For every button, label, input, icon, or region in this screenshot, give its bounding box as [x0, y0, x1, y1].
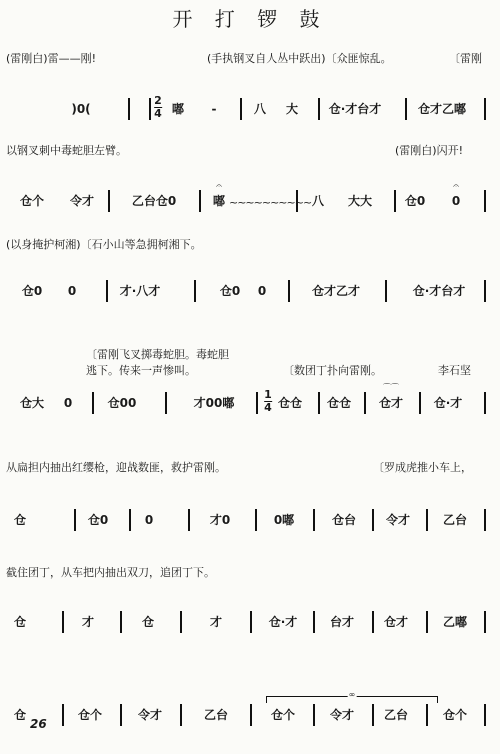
percussion-syllable: 八	[311, 194, 325, 208]
percussion-syllable: 仓个	[77, 708, 103, 722]
percussion-syllable: 八	[253, 102, 267, 116]
stage-direction: 〔罗成虎推小车上，	[373, 461, 472, 474]
notation-row	[0, 509, 500, 531]
percussion-syllable: 大	[285, 102, 299, 116]
time-signature	[154, 95, 162, 120]
bar-line	[180, 704, 182, 726]
bar-line	[372, 611, 374, 633]
percussion-syllable: 仓	[13, 615, 27, 629]
bar-line	[256, 392, 258, 414]
percussion-syllable: 嘟	[212, 194, 226, 208]
percussion-syllable: 仓	[13, 708, 27, 722]
time-signature	[264, 389, 272, 414]
percussion-syllable: 嘟	[171, 102, 185, 116]
page-number: 26	[30, 717, 47, 731]
repeat-bracket-icon: ∞	[266, 696, 438, 703]
bar-line	[372, 704, 374, 726]
bar-line	[484, 280, 486, 302]
bar-line	[149, 98, 151, 120]
bar-line	[484, 190, 486, 212]
percussion-syllable: 仓0	[21, 284, 43, 298]
bar-line	[128, 98, 130, 120]
time-signature-denominator: 4	[154, 107, 162, 120]
percussion-syllable: 仓仓	[326, 396, 352, 410]
bar-line	[364, 392, 366, 414]
percussion-syllable: 仓才乙才	[311, 284, 361, 298]
percussion-syllable: 仓·才	[433, 396, 463, 410]
bar-line	[313, 704, 315, 726]
bar-line	[484, 392, 486, 414]
percussion-syllable: 仓·才台才	[412, 284, 466, 298]
percussion-syllable: 乙台	[203, 708, 229, 722]
percussion-syllable: 仓才	[383, 615, 409, 629]
fermata-icon: 𝄐	[216, 181, 222, 192]
percussion-syllable: 仓0	[219, 284, 241, 298]
percussion-syllable: 仓0	[404, 194, 426, 208]
bar-line	[313, 611, 315, 633]
percussion-syllable: 才	[81, 615, 95, 629]
percussion-syllable: 仓才	[378, 396, 404, 410]
percussion-syllable: 令才	[329, 708, 355, 722]
percussion-syllable: -	[211, 102, 217, 116]
bar-line	[120, 704, 122, 726]
stage-direction: 〔数团丁扑向雷刚。	[283, 364, 382, 377]
bar-line	[62, 704, 64, 726]
bar-line	[394, 190, 396, 212]
bar-line	[250, 611, 252, 633]
percussion-syllable: 0	[451, 194, 461, 208]
score-section-1	[0, 44, 500, 144]
percussion-syllable: 仓0	[87, 513, 109, 527]
percussion-syllable: 仓仓	[277, 396, 303, 410]
percussion-syllable: 仓个	[19, 194, 45, 208]
percussion-syllable: 仓大	[19, 396, 45, 410]
percussion-syllable: 仓	[141, 615, 155, 629]
bar-line	[165, 392, 167, 414]
percussion-syllable: 0	[63, 396, 73, 410]
percussion-syllable: 仓·才	[268, 615, 298, 629]
tremolo-mark-icon: ⌒⌒	[383, 383, 399, 392]
score-section-5	[0, 453, 500, 553]
stage-direction: (雷刚白)闪开!	[395, 144, 463, 157]
percussion-syllable: 仓个	[270, 708, 296, 722]
bar-line	[426, 704, 428, 726]
bar-line	[484, 509, 486, 531]
bar-line	[250, 704, 252, 726]
bar-line	[484, 704, 486, 726]
stage-direction: 以钢叉刺中毒蛇胆左臂。	[6, 144, 127, 157]
percussion-syllable: 仓才乙嘟	[417, 102, 467, 116]
bar-line	[180, 611, 182, 633]
bar-line	[120, 611, 122, 633]
percussion-syllable: 仓个	[442, 708, 468, 722]
stage-direction: 截住团丁，从车把内抽出双刀，追团丁下。	[6, 566, 215, 579]
notation-row	[0, 94, 500, 120]
bar-line	[108, 190, 110, 212]
bar-line	[484, 98, 486, 120]
bar-line	[419, 392, 421, 414]
percussion-syllable: 仓台	[331, 513, 357, 527]
stage-direction: 李石坚	[438, 364, 471, 377]
bar-line	[426, 509, 428, 531]
fermata-icon: 𝄐	[453, 181, 459, 192]
percussion-syllable: 才00嘟	[193, 396, 235, 410]
percussion-syllable: 台才	[329, 615, 355, 629]
percussion-syllable: 才0	[209, 513, 231, 527]
bar-line	[318, 392, 320, 414]
bar-line	[426, 611, 428, 633]
percussion-syllable: 0	[257, 284, 267, 298]
bar-line	[288, 280, 290, 302]
bar-line	[106, 280, 108, 302]
score-section-2	[0, 136, 500, 236]
percussion-syllable: 0	[67, 284, 77, 298]
percussion-syllable: 乙台	[383, 708, 409, 722]
stage-direction: 〔雷刚	[449, 52, 482, 65]
percussion-syllable: )0(	[71, 102, 91, 116]
percussion-syllable: 大大	[347, 194, 373, 208]
stage-direction: (手执钢叉自人丛中跃出)〔众匪惊乱。	[207, 52, 392, 65]
percussion-syllable: 乙台仓0	[131, 194, 177, 208]
bar-line	[372, 509, 374, 531]
bar-line	[313, 509, 315, 531]
percussion-syllable: 令才	[69, 194, 95, 208]
stage-direction: 〔雷刚飞叉掷毒蛇胆。毒蛇胆	[86, 348, 229, 361]
notation-row	[0, 611, 500, 633]
bar-line	[255, 509, 257, 531]
time-signature-numerator: 1	[264, 388, 272, 401]
percussion-syllable: 仓	[13, 513, 27, 527]
percussion-syllable: 乙嘟	[442, 615, 468, 629]
trill-wave-icon: ~~~~~~~~~~	[229, 196, 312, 209]
notation-row	[0, 383, 500, 414]
notation-row	[0, 181, 500, 212]
bar-line	[318, 98, 320, 120]
stage-direction: (雷刚白)雷——刚!	[6, 52, 96, 65]
stage-direction: (以身掩护柯湘)〔石小山等急拥柯湘下。	[6, 238, 202, 251]
notation-row	[0, 690, 500, 726]
percussion-syllable: 0	[144, 513, 154, 527]
percussion-syllable: 才	[209, 615, 223, 629]
percussion-syllable: 仓00	[107, 396, 137, 410]
percussion-syllable: 0嘟	[273, 513, 295, 527]
score-section-4	[0, 340, 500, 440]
score-section-7	[0, 654, 500, 754]
bar-line	[194, 280, 196, 302]
bar-line	[92, 392, 94, 414]
bar-line	[385, 280, 387, 302]
percussion-syllable: 才·八才	[119, 284, 161, 298]
bar-line	[484, 611, 486, 633]
percussion-syllable: 仓·才台才	[328, 102, 382, 116]
notation-row	[0, 280, 500, 302]
bar-line	[129, 509, 131, 531]
bar-line	[405, 98, 407, 120]
stage-direction: 逃下。传来一声惨叫。	[86, 364, 196, 377]
bar-line	[62, 611, 64, 633]
percussion-syllable: 令才	[385, 513, 411, 527]
percussion-syllable: 令才	[137, 708, 163, 722]
bar-line	[199, 190, 201, 212]
bar-line	[74, 509, 76, 531]
time-signature-numerator: 2	[154, 94, 162, 107]
stage-direction: 从扁担内抽出红缨枪，迎战数匪，救护雷刚。	[6, 461, 226, 474]
time-signature-denominator: 4	[264, 401, 272, 414]
score-section-6	[0, 558, 500, 658]
bar-line	[240, 98, 242, 120]
page-title: 开 打 锣 鼓	[172, 7, 328, 31]
score-section-3	[0, 230, 500, 330]
bar-line	[188, 509, 190, 531]
percussion-syllable: 乙台	[442, 513, 468, 527]
